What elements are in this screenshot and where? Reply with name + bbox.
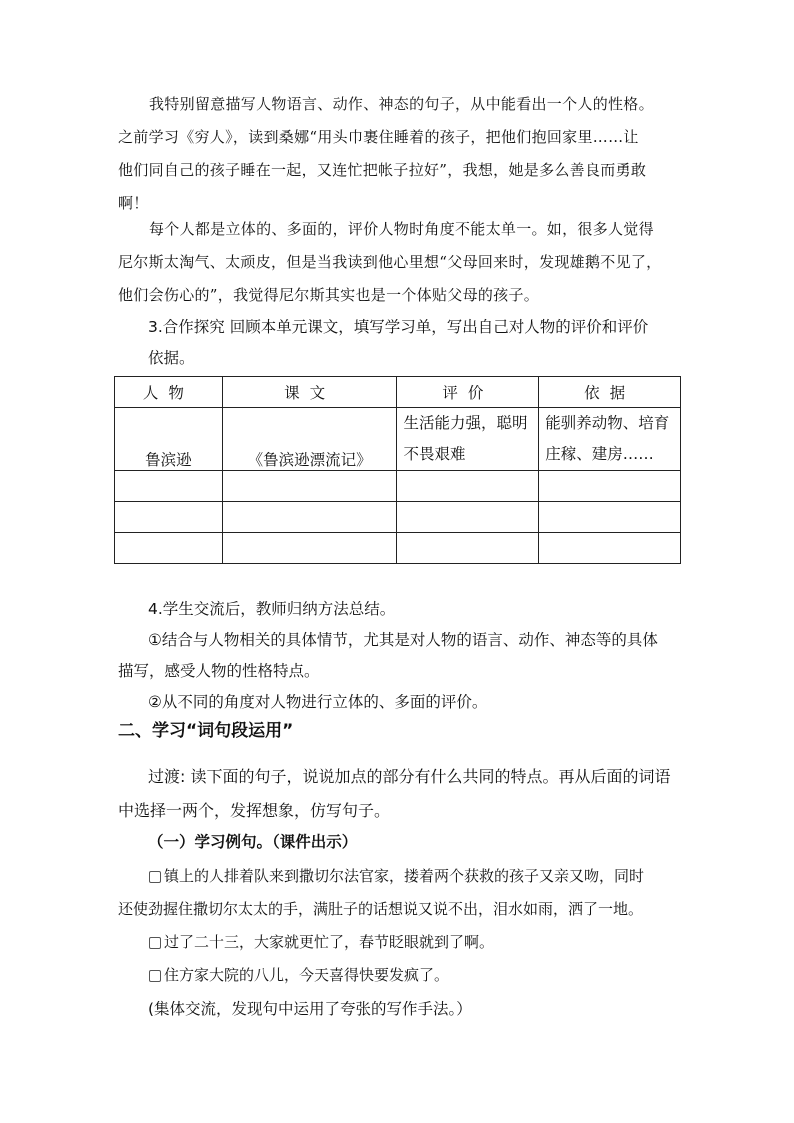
text-line: 镇上的人排着队来到撒切尔法官家，搂着两个获救的孩子又亲又吻，同时	[164, 867, 645, 885]
text-line: ②从不同的角度对人物进行立体的、多面的评价。	[148, 693, 488, 711]
table-cell-empty[interactable]	[539, 502, 681, 533]
example-line	[118, 860, 693, 893]
table-cell-basis: 能驯养动物、培育庄稼、建房……	[539, 408, 681, 471]
bullet-icon	[148, 936, 160, 948]
example-line	[118, 959, 693, 992]
text-line: 他们同自己的孩子睡在一起，又连忙把帐子拉好”，我想，她是多么善良而勇敢	[118, 161, 647, 179]
table-row	[115, 408, 681, 471]
bullet-icon	[148, 969, 160, 981]
subsection-heading: （一）学习例句。（课件出示）	[148, 833, 358, 851]
summary-note: (集体交流，发现句中运用了夸张的写作手法。）	[148, 1000, 472, 1018]
text-line: 依据。	[148, 349, 195, 367]
table-cell-empty[interactable]	[222, 471, 397, 502]
method-summary-block	[118, 594, 688, 718]
section-heading: 二、学习“词句段运用”	[118, 721, 294, 741]
text-line: 过渡: 读下面的句子，说说加点的部分有什么共同的特点。再从后面的词语	[148, 767, 671, 786]
learning-sheet-table	[114, 376, 681, 564]
table-cell-empty[interactable]	[397, 533, 539, 564]
table-header-person: 人物	[115, 377, 223, 408]
table-cell-empty[interactable]	[397, 471, 539, 502]
text-line: 之前学习《穷人》，读到桑娜“用头巾裹住睡着的孩子，把他们抱回家里……让	[118, 128, 639, 146]
table-cell-person: 鲁滨逊	[115, 408, 223, 471]
table-row-empty	[115, 533, 681, 564]
text-line: 每个人都是立体的、多面的，评价人物时角度不能太单一。如，很多人觉得	[149, 220, 654, 238]
text-line: 我特别留意描写人物语言、动作、神态的句子，从中能看出一个人的性格。	[149, 95, 654, 113]
text-line: 描写，感受人物的性格特点。	[118, 662, 320, 680]
example-line	[118, 926, 693, 959]
table-cell-eval: 生活能力强，聪明不畏艰难	[397, 408, 539, 471]
table-header-eval: 评价	[397, 377, 539, 408]
text-line: 中选择一两个，发挥想象，仿写句子。	[118, 801, 391, 820]
table-header-basis: 依据	[539, 377, 681, 408]
table-cell-empty[interactable]	[222, 533, 397, 564]
table-cell-empty[interactable]	[115, 502, 223, 533]
paragraph-multifaceted	[118, 213, 683, 312]
bullet-icon	[148, 870, 160, 882]
example-sentences	[118, 860, 693, 992]
table-row-empty	[115, 471, 681, 502]
paragraph-character-description	[118, 88, 683, 220]
text-line: 3.合作探究 回顾本单元课文，填写学习单，写出自己对人物的评价和评价	[148, 318, 649, 336]
text-line: 住方家大院的八儿，今天喜得快要发疯了。	[164, 966, 450, 984]
table-cell-empty[interactable]	[539, 471, 681, 502]
table-row-empty	[115, 502, 681, 533]
paragraph-cooperative-inquiry	[118, 312, 683, 374]
text-line: 尼尔斯太淘气、太顽皮，但是当我读到他心里想“父母回来时，发现雄鹅不见了，	[118, 253, 662, 271]
text-line: ①结合与人物相关的具体情节，尤其是对人物的语言、动作、神态等的具体	[148, 631, 658, 649]
text-line: 4.学生交流后，教师归纳方法总结。	[148, 600, 396, 618]
text-line: 还使劲握住撒切尔太太的手，满肚子的话想说又说不出，泪水如雨，洒了一地。	[118, 900, 644, 918]
table-cell-empty[interactable]	[115, 533, 223, 564]
transition-paragraph	[118, 760, 688, 828]
table-header-text: 课文	[222, 377, 397, 408]
text-line: 他们会伤心的”，我觉得尼尔斯其实也是一个体贴父母的孩子。	[118, 286, 540, 304]
table-cell-empty[interactable]	[397, 502, 539, 533]
table-cell-empty[interactable]	[115, 471, 223, 502]
table-cell-text: 《鲁滨逊漂流记》	[222, 408, 397, 471]
table-cell-empty[interactable]	[222, 502, 397, 533]
text-line: 过了二十三，大家就更忙了，春节眨眼就到了啊。	[164, 933, 495, 951]
text-line: 啊！	[118, 194, 149, 212]
table-header-row	[115, 377, 681, 408]
table-cell-empty[interactable]	[539, 533, 681, 564]
